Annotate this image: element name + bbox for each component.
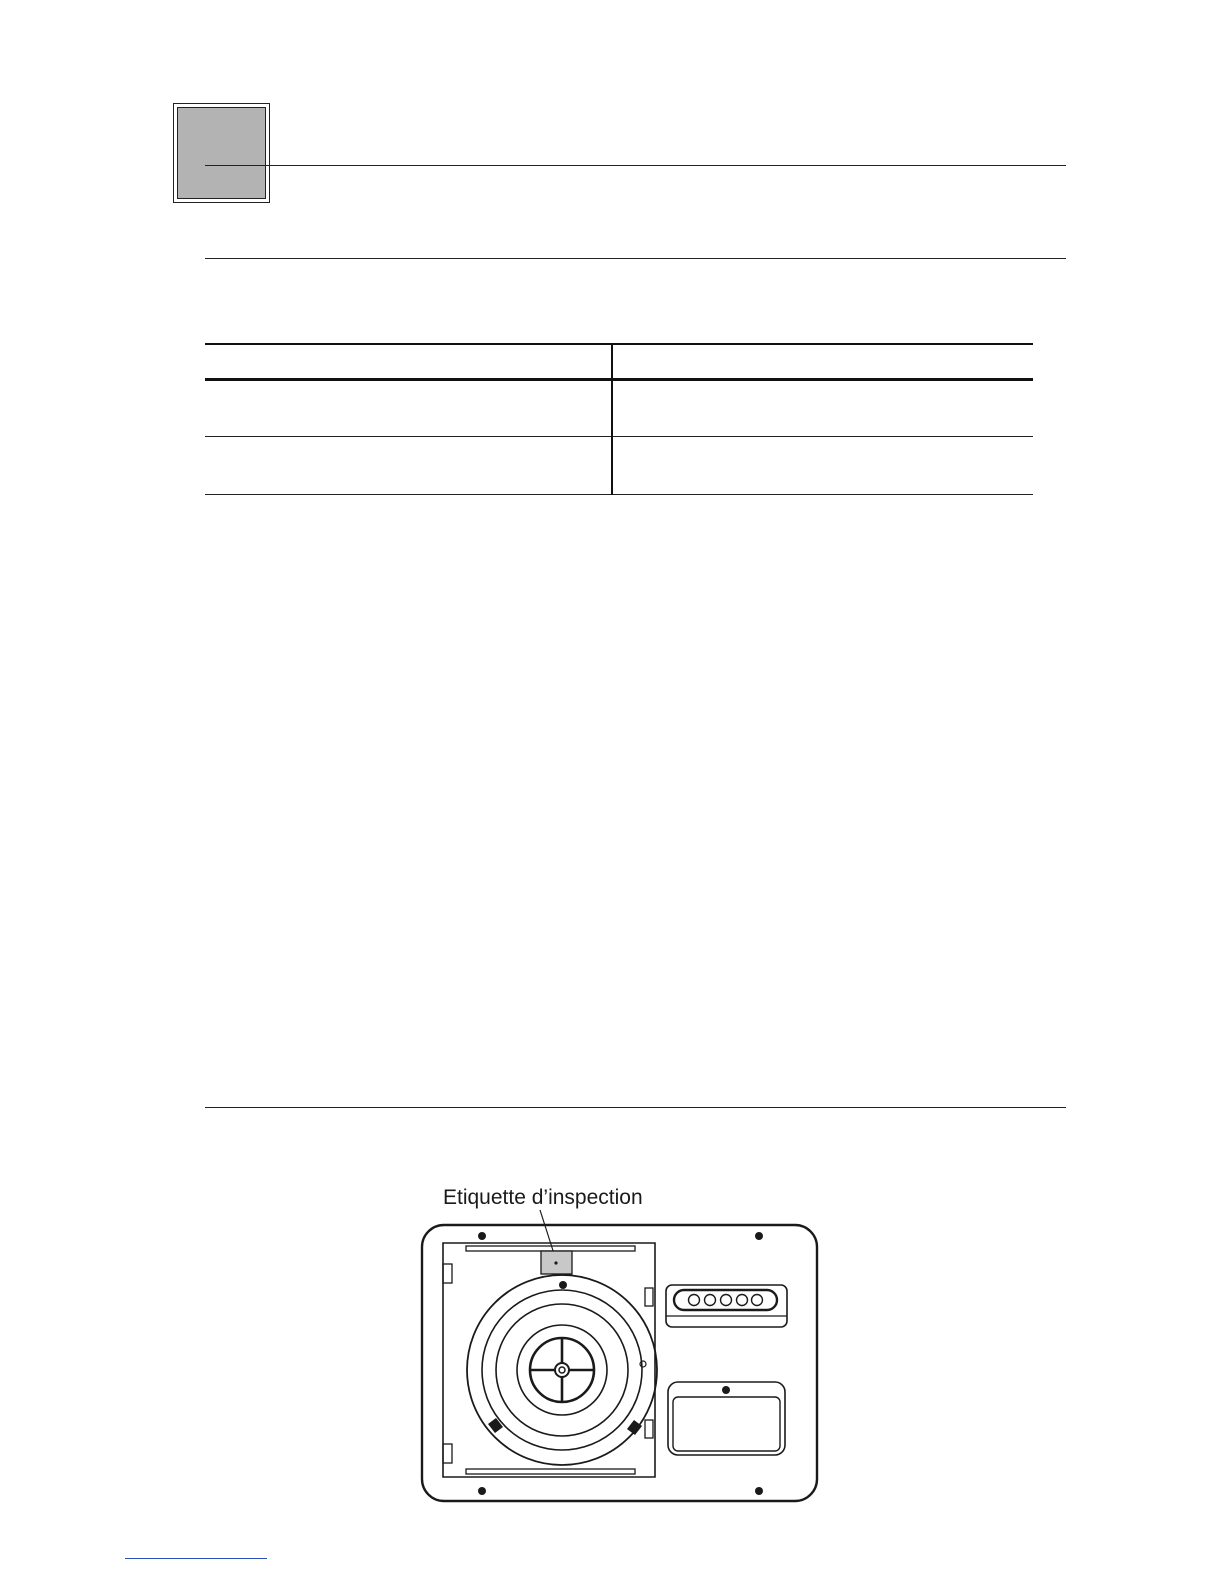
connector-socket bbox=[674, 1290, 777, 1310]
screw-top-right-icon bbox=[755, 1232, 763, 1240]
panel-outer-frame bbox=[422, 1225, 817, 1501]
connector-pin-3-icon bbox=[721, 1295, 732, 1306]
screw-compartment-icon bbox=[722, 1386, 730, 1394]
section-rule-bottom bbox=[205, 1107, 1066, 1108]
chapter-marker-fill bbox=[177, 107, 266, 199]
spec-table bbox=[205, 343, 1033, 495]
left-notch-bottom bbox=[443, 1444, 452, 1463]
right-notch-bottom bbox=[645, 1420, 653, 1438]
ring-indicator-dot bbox=[640, 1361, 646, 1367]
header-rule bbox=[205, 165, 1066, 166]
table-top-border bbox=[205, 343, 1033, 345]
top-rail bbox=[466, 1246, 635, 1251]
table-column-separator bbox=[611, 343, 613, 495]
screw-bottom-left-icon bbox=[478, 1487, 486, 1495]
table-bottom-border bbox=[205, 494, 1033, 495]
table-row-separator bbox=[205, 436, 1033, 437]
inspection-label-callout: Etiquette d’inspection bbox=[443, 1186, 643, 1209]
sticker-dot-icon bbox=[554, 1261, 557, 1264]
left-notch-top bbox=[443, 1264, 452, 1283]
footnote-rule bbox=[125, 1558, 267, 1559]
chapter-marker bbox=[173, 103, 270, 203]
center-hub-inner bbox=[559, 1367, 565, 1373]
right-notch-top bbox=[645, 1288, 653, 1306]
connector-pin-4-icon bbox=[737, 1295, 748, 1306]
screw-top-left-icon bbox=[478, 1232, 486, 1240]
connector-pin-1-icon bbox=[689, 1295, 700, 1306]
clamp-right-icon bbox=[627, 1420, 642, 1435]
screw-center-top-icon bbox=[559, 1281, 567, 1289]
connector-pin-5-icon bbox=[752, 1295, 763, 1306]
screw-bottom-right-icon bbox=[755, 1487, 763, 1495]
bottom-rail bbox=[466, 1469, 635, 1474]
connector-pin-2-icon bbox=[705, 1295, 716, 1306]
compartment-inner bbox=[673, 1397, 780, 1451]
section-rule-top bbox=[205, 258, 1066, 259]
device-panel-diagram bbox=[415, 1180, 825, 1506]
table-header-border bbox=[205, 378, 1033, 381]
